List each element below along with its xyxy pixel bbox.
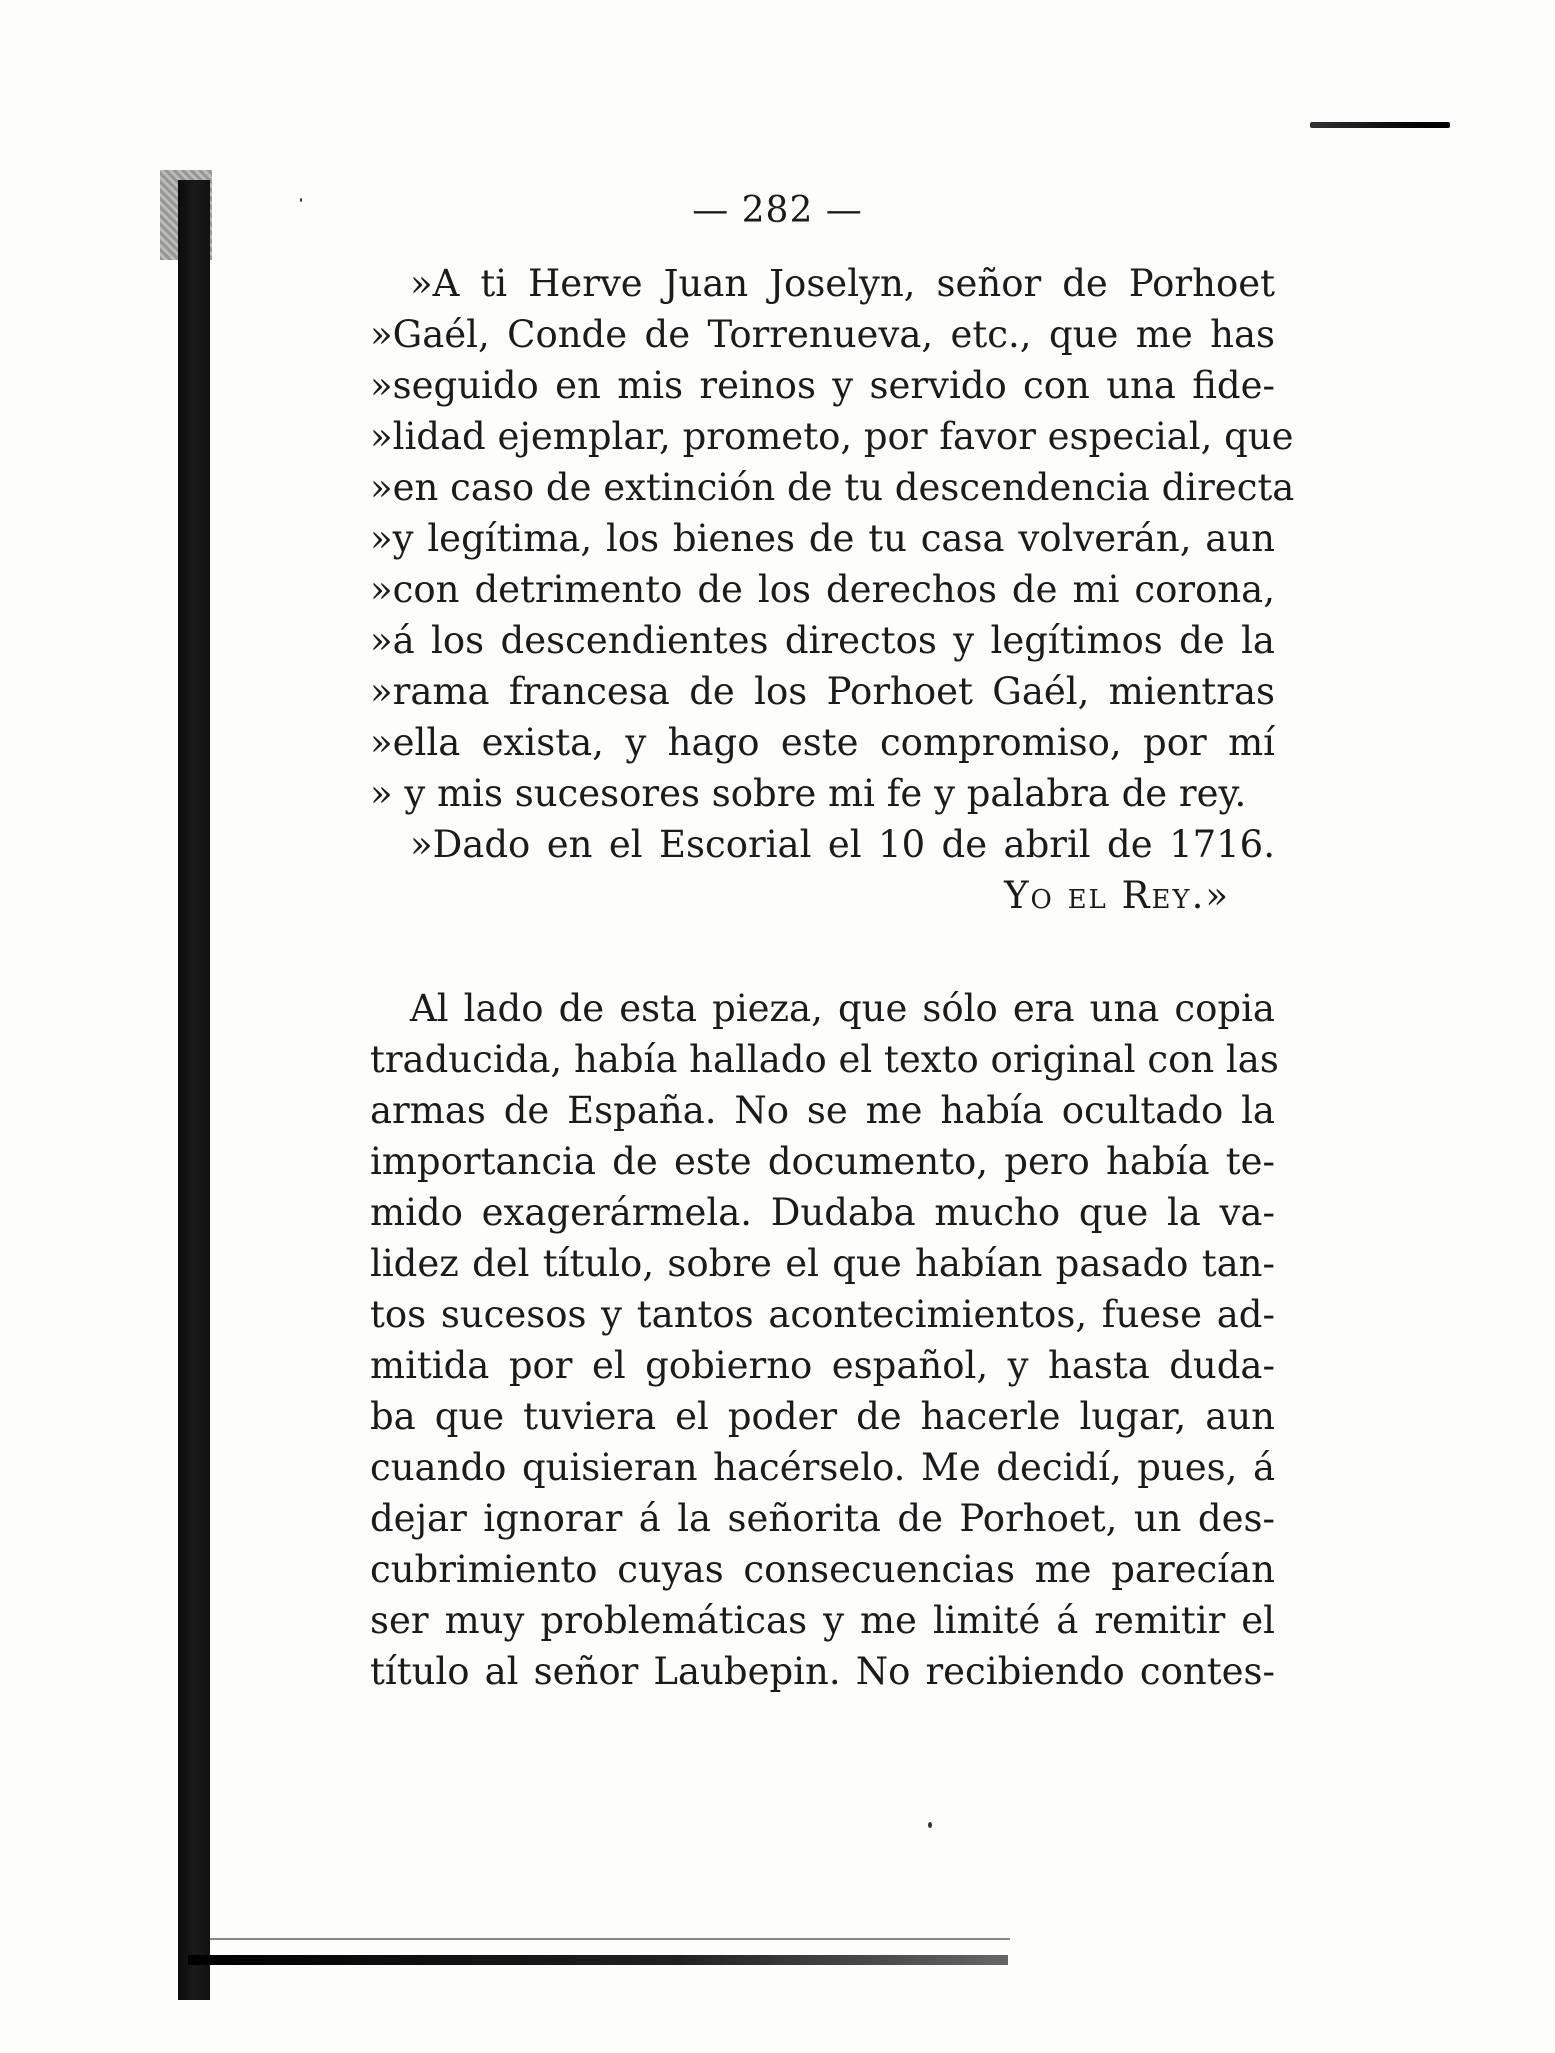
page-number: — 282 —: [692, 190, 863, 231]
scan-bottom-thin-line: [210, 1938, 1010, 1940]
paragraph-gap: [370, 921, 1275, 983]
narrative-line: mitida por el gobierno español, y hasta duda-: [370, 1344, 1275, 1387]
decree-dated-line: »Dado en el Escorial el 10 de abril de 1716.: [410, 823, 1275, 866]
narrative-line: armas de España. No se me había ocultado la: [370, 1089, 1275, 1132]
decree-line: »A ti Herve Juan Joselyn, señor de Porhoet: [410, 262, 1275, 305]
scan-top-edge-mark: [1310, 122, 1450, 128]
narrative-line: tos sucesos y tantos acontecimientos, fuese ad-: [370, 1293, 1275, 1336]
decree-line: »lidad ejemplar, prometo, por favor especial, que: [370, 415, 1294, 458]
narrative-line: ba que tuviera el poder de hacerle lugar, aun: [370, 1395, 1275, 1438]
narrative-line: Al lado de esta pieza, que sólo era una copia: [410, 987, 1275, 1030]
narrative-line: ser muy problemáticas y me limité á remitir el: [370, 1599, 1275, 1642]
narrative-line: mido exagerármela. Dudaba mucho que la va-: [370, 1191, 1275, 1234]
decree-line: »seguido en mis reinos y servido con una fide-: [370, 364, 1275, 407]
narrative-line: dejar ignorar á la señorita de Porhoet, un des-: [370, 1497, 1275, 1540]
narrative-line: importancia de este documento, pero había te-: [370, 1140, 1275, 1183]
narrative-line: lidez del título, sobre el que habían pasado tan-: [370, 1242, 1275, 1285]
narrative-line: cuando quisieran hacérselo. Me decidí, pues, á: [370, 1446, 1275, 1489]
scan-spine-shadow: [178, 180, 210, 2000]
decree-line: »á los descendientes directos y legítimos de la: [370, 619, 1275, 662]
scan-speck: [928, 1822, 932, 1828]
narrative-line: cubrimiento cuyas consecuencias me parecían: [370, 1548, 1275, 1591]
decree-line: »rama francesa de los Porhoet Gaél, mientras: [370, 670, 1275, 713]
decree-line: »en caso de extinción de tu descendencia directa: [370, 466, 1295, 509]
narrative-line: traducida, había hallado el texto original con las: [370, 1038, 1279, 1081]
decree-line: »ella exista, y hago este compromiso, por mí: [370, 721, 1275, 764]
decree-line: »Gaél, Conde de Torrenueva, etc., que me has: [370, 313, 1275, 356]
decree-line: » y mis sucesores sobre mi fe y palabra de rey.: [370, 772, 1247, 815]
decree-signature: Yo el Rey.»: [1004, 874, 1230, 917]
narrative-line: título al señor Laubepin. No recibiendo contes-: [370, 1650, 1275, 1693]
scan-bottom-edge-mark: [188, 1955, 1008, 1965]
body-text: [370, 258, 1295, 1697]
decree-line: »y legítima, los bienes de tu casa volverán, aun: [370, 517, 1275, 560]
decree-line: »con detrimento de los derechos de mi corona,: [370, 568, 1275, 611]
